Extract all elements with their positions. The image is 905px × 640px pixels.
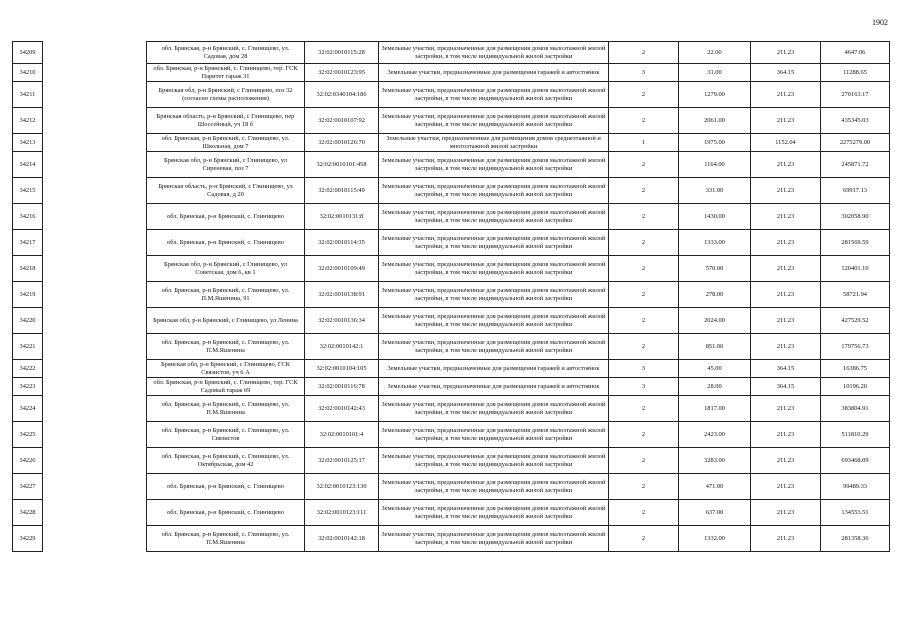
spacer-cell (43, 42, 147, 64)
specific-value-cell: 211.23 (751, 256, 821, 282)
row-number-cell: 34217 (13, 230, 43, 256)
spacer-cell (43, 334, 147, 360)
address-cell: Брянская обл, р-н Брянский, с Глинищево, поз 32 (согласно схемы расположения) (147, 82, 305, 108)
spacer-cell (43, 282, 147, 308)
specific-value-cell: 211.23 (751, 396, 821, 422)
address-cell: обл. Брянская, р-н Брянский, с. Глинищево (147, 500, 305, 526)
row-number-cell: 34222 (13, 360, 43, 378)
specific-value-cell: 364.15 (751, 64, 821, 82)
address-cell: обл. Брянская, р-н Брянский, с. Глинищево, ул. Школьная, дом 7 (147, 134, 305, 152)
address-cell: обл. Брянская, р-н Брянский, с. Глинищево, ул. П.М.Яшенина (147, 334, 305, 360)
specific-value-cell: 211.23 (751, 448, 821, 474)
spacer-cell (43, 396, 147, 422)
cadastral-number-cell: 32:02:0010142:18 (305, 526, 379, 552)
row-number-cell: 34212 (13, 108, 43, 134)
land-use-cell: Земельные участки, предназначенные для размещения домов малоэтажной жилой застройки, в том числе индивидуальной жилой застройки (379, 230, 609, 256)
address-cell: Брянская обл, р-н Брянский, с Глинищево, ул Ленина (147, 308, 305, 334)
table-row (13, 396, 890, 422)
group-cell: 3 (609, 360, 679, 378)
group-cell: 2 (609, 230, 679, 256)
land-use-cell: Земельные участки, предназначенные для размещения домов малоэтажной жилой застройки, в том числе индивидуальной жилой застройки (379, 256, 609, 282)
group-cell: 2 (609, 334, 679, 360)
area-cell: 2423.00 (679, 422, 751, 448)
spacer-cell (43, 108, 147, 134)
address-cell: обл. Брянская, р-н Брянский, с. Глинищево, ул. П.М.Яшенина (147, 396, 305, 422)
specific-value-cell: 211.23 (751, 178, 821, 204)
table-row (13, 526, 890, 552)
row-number-cell: 34225 (13, 422, 43, 448)
cadastral-number-cell: 32:02:0010104:105 (305, 360, 379, 378)
row-number-cell: 34229 (13, 526, 43, 552)
group-cell: 2 (609, 308, 679, 334)
table-row (13, 82, 890, 108)
cadastral-value-cell: 134553.51 (821, 500, 890, 526)
address-cell: Брянская область, р-н Брянский, с Глинищево, ул Садовая, д 20 (147, 178, 305, 204)
land-use-cell: Земельные участки, предназначенные для размещения домов малоэтажной жилой застройки, в том числе индивидуальной жилой застройки (379, 500, 609, 526)
cadastral-number-cell: 32:02:0010142:43 (305, 396, 379, 422)
table-row (13, 448, 890, 474)
land-use-cell: Земельные участки, предназначенные для размещения домов малоэтажной жилой застройки, в том числе индивидуальной жилой застройки (379, 448, 609, 474)
area-cell: 278.00 (679, 282, 751, 308)
group-cell: 2 (609, 396, 679, 422)
area-cell: 471.00 (679, 474, 751, 500)
address-cell: обл. Брянская, р-н Брянский, с. Глинищево, ул. Садовая, дом 28 (147, 42, 305, 64)
area-cell: 1430.00 (679, 204, 751, 230)
cadastral-value-cell: 16386.75 (821, 360, 890, 378)
row-number-cell: 34220 (13, 308, 43, 334)
cadastral-number-cell: 32:02:0010142:1 (305, 334, 379, 360)
specific-value-cell: 211.23 (751, 108, 821, 134)
cadastral-value-cell: 281569.59 (821, 230, 890, 256)
group-cell: 3 (609, 378, 679, 396)
specific-value-cell: 1152.04 (751, 134, 821, 152)
row-number-cell: 34211 (13, 82, 43, 108)
cadastral-number-cell: 32:02:0010114:35 (305, 230, 379, 256)
group-cell: 2 (609, 204, 679, 230)
cadastral-value-cell: 383804.91 (821, 396, 890, 422)
cadastral-value-cell: 4647.06 (821, 42, 890, 64)
cadastral-value-cell: 245871.72 (821, 152, 890, 178)
specific-value-cell: 211.23 (751, 526, 821, 552)
group-cell: 2 (609, 108, 679, 134)
land-use-cell: Земельные участки, предназначенные для размещения домов среднеэтажной и многоэтажной жилой застройки (379, 134, 609, 152)
area-cell: 331.00 (679, 178, 751, 204)
spacer-cell (43, 526, 147, 552)
cadastral-number-cell: 32:02:0340104:186 (305, 82, 379, 108)
land-use-cell: Земельные участки, предназначенные для размещения гаражей и автостоянок (379, 360, 609, 378)
row-number-cell: 34221 (13, 334, 43, 360)
specific-value-cell: 364.15 (751, 360, 821, 378)
table-row (13, 178, 890, 204)
area-cell: 637.00 (679, 500, 751, 526)
cadastral-number-cell: 32:02:0010101:4 (305, 422, 379, 448)
group-cell: 2 (609, 152, 679, 178)
group-cell: 2 (609, 256, 679, 282)
spacer-cell (43, 204, 147, 230)
table-row (13, 152, 890, 178)
group-cell: 2 (609, 42, 679, 64)
land-use-cell: Земельные участки, предназначенные для размещения домов малоэтажной жилой застройки, в том числе индивидуальной жилой застройки (379, 526, 609, 552)
area-cell: 1333.00 (679, 230, 751, 256)
area-cell: 28.00 (679, 378, 751, 396)
row-number-cell: 34215 (13, 178, 43, 204)
cadastral-number-cell: 32:02:0010101:458 (305, 152, 379, 178)
cadastral-number-cell: 32:02:0010107:92 (305, 108, 379, 134)
area-cell: 2024.00 (679, 308, 751, 334)
spacer-cell (43, 152, 147, 178)
land-use-cell: Земельные участки, предназначенные для размещения домов малоэтажной жилой застройки, в том числе индивидуальной жилой застройки (379, 422, 609, 448)
spacer-cell (43, 500, 147, 526)
cadastral-number-cell: 32:02:0010126:70 (305, 134, 379, 152)
cadastral-value-cell: 58721.94 (821, 282, 890, 308)
cadastral-number-cell: 32:02:0010123:111 (305, 500, 379, 526)
land-use-cell: Земельные участки, предназначенные для размещения домов малоэтажной жилой застройки, в том числе индивидуальной жилой застройки (379, 308, 609, 334)
group-cell: 2 (609, 82, 679, 108)
cadastral-number-cell: 32:02:0010109:49 (305, 256, 379, 282)
area-cell: 1817.00 (679, 396, 751, 422)
table-row (13, 334, 890, 360)
spacer-cell (43, 308, 147, 334)
land-use-cell: Земельные участки, предназначенные для размещения домов малоэтажной жилой застройки, в том числе индивидуальной жилой застройки (379, 82, 609, 108)
address-cell: обл. Брянская, р-н Брянский, с. Глинищево (147, 204, 305, 230)
cadastral-number-cell: 32:02:0010123:130 (305, 474, 379, 500)
table-row (13, 108, 890, 134)
specific-value-cell: 211.23 (751, 422, 821, 448)
specific-value-cell: 211.23 (751, 474, 821, 500)
group-cell: 2 (609, 526, 679, 552)
cadastral-number-cell: 32:02:0010131:8 (305, 204, 379, 230)
row-number-cell: 34224 (13, 396, 43, 422)
group-cell: 2 (609, 178, 679, 204)
cadastral-value-cell: 511810.29 (821, 422, 890, 448)
cadastral-number-cell: 32:02:0010115:49 (305, 178, 379, 204)
row-number-cell: 34218 (13, 256, 43, 282)
table-row (13, 230, 890, 256)
spacer-cell (43, 360, 147, 378)
specific-value-cell: 211.23 (751, 152, 821, 178)
cadastral-value-cell: 120401.10 (821, 256, 890, 282)
area-cell: 1332.00 (679, 526, 751, 552)
address-cell: Брянская область, р-н Брянский, с Глинищево, пер Шоссейный, уч 18 б (147, 108, 305, 134)
specific-value-cell: 211.23 (751, 82, 821, 108)
specific-value-cell: 211.23 (751, 500, 821, 526)
spacer-cell (43, 82, 147, 108)
cadastral-value-cell: 2275279.00 (821, 134, 890, 152)
row-number-cell: 34226 (13, 448, 43, 474)
specific-value-cell: 211.23 (751, 42, 821, 64)
specific-value-cell: 211.23 (751, 230, 821, 256)
spacer-cell (43, 230, 147, 256)
cadastral-value-cell: 99489.33 (821, 474, 890, 500)
address-cell: Брянская обл, р-н Брянский, с Глинищево, ул Советская, дом 6, кв 1 (147, 256, 305, 282)
area-cell: 45.00 (679, 360, 751, 378)
area-cell: 31.00 (679, 64, 751, 82)
address-cell: Брянская обл, р-н Брянский, с Глинищево, ул Сиреневая, поз 7 (147, 152, 305, 178)
spacer-cell (43, 256, 147, 282)
land-use-cell: Земельные участки, предназначенные для размещения домов малоэтажной жилой застройки, в том числе индивидуальной жилой застройки (379, 474, 609, 500)
table-row (13, 378, 890, 396)
table-row (13, 422, 890, 448)
group-cell: 1 (609, 134, 679, 152)
cadastral-value-cell: 435345.03 (821, 108, 890, 134)
cadastral-number-cell: 32:02:0010136:34 (305, 308, 379, 334)
land-use-cell: Земельные участки, предназначенные для размещения домов малоэтажной жилой застройки, в том числе индивидуальной жилой застройки (379, 152, 609, 178)
area-cell: 1164.00 (679, 152, 751, 178)
address-cell: обл. Брянская, р-н Брянский, с. Глинищево, ул. Октябрьская, дом 42 (147, 448, 305, 474)
row-number-cell: 34227 (13, 474, 43, 500)
cadastral-value-cell: 10196.20 (821, 378, 890, 396)
area-cell: 1975.00 (679, 134, 751, 152)
address-cell: обл. Брянская, р-н Брянский, с. Глинищево (147, 474, 305, 500)
cadastral-value-cell: 179756.73 (821, 334, 890, 360)
specific-value-cell: 211.23 (751, 334, 821, 360)
table-row (13, 282, 890, 308)
address-cell: обл. Брянская, р-н Брянский, с. Глинищево, тер. ГСК Садовый гараж 69 (147, 378, 305, 396)
land-use-cell: Земельные участки, предназначенные для размещения домов малоэтажной жилой застройки, в том числе индивидуальной жилой застройки (379, 334, 609, 360)
table-row (13, 360, 890, 378)
land-use-cell: Земельные участки, предназначенные для размещения домов малоэтажной жилой застройки, в том числе индивидуальной жилой застройки (379, 204, 609, 230)
land-use-cell: Земельные участки, предназначенные для размещения гаражей и автостоянок (379, 378, 609, 396)
table-row (13, 134, 890, 152)
row-number-cell: 34214 (13, 152, 43, 178)
spacer-cell (43, 64, 147, 82)
spacer-cell (43, 474, 147, 500)
area-cell: 851.00 (679, 334, 751, 360)
address-cell: Брянская обл, р-н Брянский, с Глинищево, ГСК Связистов, уч 6 А (147, 360, 305, 378)
row-number-cell: 34209 (13, 42, 43, 64)
cadastral-value-cell: 69917.13 (821, 178, 890, 204)
cadastral-number-cell: 32:02:0010125:17 (305, 448, 379, 474)
table-row (13, 64, 890, 82)
address-cell: обл. Брянская, р-н Брянский, с. Глинищево (147, 230, 305, 256)
group-cell: 2 (609, 422, 679, 448)
address-cell: обл. Брянская, р-н Брянский, с. Глинищево, ул. П.М.Яшенина, 91 (147, 282, 305, 308)
row-number-cell: 34223 (13, 378, 43, 396)
area-cell: 570.00 (679, 256, 751, 282)
spacer-cell (43, 178, 147, 204)
address-cell: обл. Брянская, р-н Брянский, с. Глинищево, ул. Связистов (147, 422, 305, 448)
table-row (13, 500, 890, 526)
land-use-cell: Земельные участки, предназначенные для размещения домов малоэтажной жилой застройки, в том числе индивидуальной жилой застройки (379, 282, 609, 308)
address-cell: обл. Брянская, р-н Брянский, с. Глинищево, ул. П.М.Яшенина (147, 526, 305, 552)
land-use-cell: Земельные участки, предназначенные для размещения домов малоэтажной жилой застройки, в том числе индивидуальной жилой застройки (379, 108, 609, 134)
cadastral-value-cell: 302058.90 (821, 204, 890, 230)
row-number-cell: 34216 (13, 204, 43, 230)
specific-value-cell: 211.23 (751, 204, 821, 230)
row-number-cell: 34213 (13, 134, 43, 152)
address-cell: обл. Брянская, р-н Брянский, с. Глинищево, тер. ГСК Паритет гараж 31 (147, 64, 305, 82)
row-number-cell: 34210 (13, 64, 43, 82)
table-row (13, 256, 890, 282)
cadastral-number-cell: 32:02:0010116:78 (305, 378, 379, 396)
area-cell: 22.00 (679, 42, 751, 64)
group-cell: 2 (609, 282, 679, 308)
page-number: 1902 (872, 18, 888, 27)
specific-value-cell: 211.23 (751, 308, 821, 334)
cadastral-value-table (12, 41, 890, 552)
cadastral-value-cell: 427529.52 (821, 308, 890, 334)
row-number-cell: 34228 (13, 500, 43, 526)
table-row (13, 308, 890, 334)
area-cell: 2061.00 (679, 108, 751, 134)
cadastral-value-cell: 270163.17 (821, 82, 890, 108)
table-row (13, 474, 890, 500)
area-cell: 1279.00 (679, 82, 751, 108)
cadastral-value-cell: 11288.65 (821, 64, 890, 82)
specific-value-cell: 364.15 (751, 378, 821, 396)
group-cell: 2 (609, 500, 679, 526)
specific-value-cell: 211.23 (751, 282, 821, 308)
group-cell: 3 (609, 64, 679, 82)
area-cell: 3283.00 (679, 448, 751, 474)
group-cell: 2 (609, 474, 679, 500)
cadastral-value-cell: 693468.09 (821, 448, 890, 474)
cadastral-value-cell: 281358.36 (821, 526, 890, 552)
land-use-cell: Земельные участки, предназначенные для размещения домов малоэтажной жилой застройки, в том числе индивидуальной жилой застройки (379, 396, 609, 422)
land-use-cell: Земельные участки, предназначенные для размещения домов малоэтажной жилой застройки, в том числе индивидуальной жилой застройки (379, 42, 609, 64)
land-use-cell: Земельные участки, предназначенные для размещения гаражей и автостоянок (379, 64, 609, 82)
spacer-cell (43, 134, 147, 152)
table-row (13, 204, 890, 230)
cadastral-number-cell: 32:02:0010138:91 (305, 282, 379, 308)
spacer-cell (43, 448, 147, 474)
spacer-cell (43, 422, 147, 448)
cadastral-number-cell: 32:02:0010115:28 (305, 42, 379, 64)
spacer-cell (43, 378, 147, 396)
table-body (13, 42, 890, 552)
land-use-cell: Земельные участки, предназначенные для размещения домов малоэтажной жилой застройки, в том числе индивидуальной жилой застройки (379, 178, 609, 204)
table-row (13, 42, 890, 64)
row-number-cell: 34219 (13, 282, 43, 308)
cadastral-number-cell: 32:02:0010123:95 (305, 64, 379, 82)
group-cell: 2 (609, 448, 679, 474)
